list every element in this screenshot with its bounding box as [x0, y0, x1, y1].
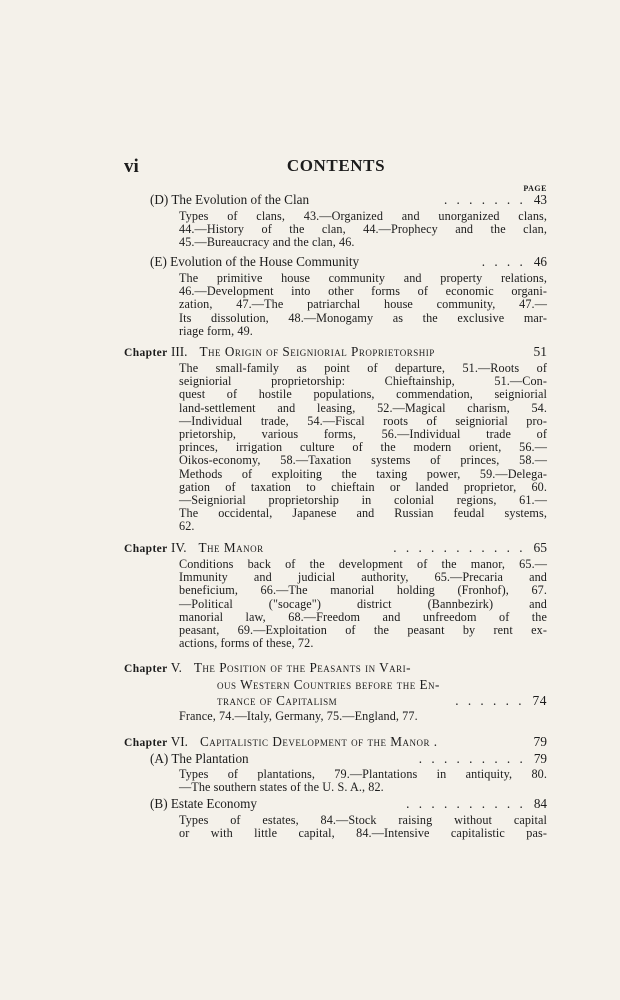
chapter-title-continued: ous Western Countries before the En- [217, 677, 440, 692]
section-title: (E) Evolution of the House Community [150, 254, 360, 269]
summary-line: or with little capital, 84.—Intensive capitalistic pas- [179, 826, 547, 841]
summary-line: —Individual trade, 54.—Fiscal roots of seigniorial pro- [179, 413, 547, 428]
section-title: (D) The Evolution of the Clan [150, 192, 310, 207]
summary-line: actions, forms of these, 72. [179, 636, 314, 651]
toc-chapter-6[interactable] [124, 734, 547, 751]
summary-line: manorial law, 68.—Freedom and unfreedom of the [179, 609, 547, 624]
leader-dots: . . . . [481, 254, 526, 269]
summary-line: prietorship, various forms, 56.—Individual trade of [179, 426, 547, 441]
page-column-label: PAGE [523, 184, 547, 193]
summary-line: France, 74.—Italy, Germany, 75.—England, 77. [179, 709, 418, 723]
page-folio: vi [124, 156, 139, 177]
page-number: 79 [533, 751, 547, 766]
chapter-title: The Origin of Seigniorial Proprietorship [199, 344, 435, 359]
toc-section-d[interactable] [150, 192, 547, 208]
toc-summary-ch3 [179, 362, 547, 533]
toc-section-a[interactable] [150, 751, 547, 767]
summary-line: seigniorial proprietorship: Chieftainship, 51.—Con- [179, 374, 547, 389]
section-title: (A) The Plantation [150, 751, 249, 766]
section-title: (B) Estate Economy [150, 796, 257, 811]
leader-dots: . . . . . . . . . . [406, 796, 526, 811]
summary-line: beneficium, 66.—The manorial holding (Fronhof), 67. [179, 583, 547, 598]
summary-line: 44.—History of the clan, 44.—Prophecy and the clan, [179, 222, 547, 237]
summary-line: Conditions back of the development of the manor, 65.— [179, 557, 547, 571]
toc-summary-e [179, 272, 547, 338]
summary-line: Types of estates, 84.—Stock raising without capital [179, 813, 547, 827]
toc-summary-d [179, 210, 547, 250]
page-number: 51 [533, 344, 547, 359]
summary-line: The occidental, Japanese and Russian feudal systems, [179, 506, 547, 521]
toc-chapter-5[interactable] [124, 660, 547, 709]
toc-summary-ch5 [179, 710, 547, 723]
chapter-title: Capitalistic Development of the Manor . [199, 734, 438, 749]
toc-summary-ch4 [179, 558, 547, 650]
leader-dots: . . . . . . . . . [418, 751, 526, 766]
summary-line: quest of hostile populations, commendation, seigniorial [179, 387, 547, 402]
leader-dots: . . . . . . [455, 693, 525, 708]
summary-line: zation, 47.—The patriarchal house community, 47.— [179, 297, 547, 312]
chapter-title-continued: trance of Capitalism . . . . . . 74 [217, 693, 547, 708]
toc-chapter-4[interactable] [124, 540, 547, 557]
summary-line: peasant, 69.—Exploitation of the peasant by rent ex- [179, 622, 547, 637]
summary-line: gation of taxation to chieftain or landed proprietor, 60. [179, 479, 547, 494]
leader-dots: . . . . . . . [443, 192, 526, 207]
page-number: 65 [533, 540, 547, 555]
summary-line: —Political ("socage") district (Bannbezirk) and [179, 596, 547, 611]
summary-line: princes, irrigation culture of the modern orient, 56.— [179, 440, 547, 455]
summary-line: The small-family as point of departure, 51.—Roots of [179, 361, 547, 375]
summary-line: Oikos-economy, 58.—Taxation systems of princes, 58.— [179, 453, 547, 468]
page-number: 74 [532, 693, 547, 708]
summary-line: —Seigniorial proprietorship in colonial regions, 61.— [179, 492, 547, 507]
page-number: 46 [533, 254, 547, 269]
toc-summary-b [179, 814, 547, 840]
page-number: 43 [533, 192, 547, 207]
toc-summary-a [179, 768, 547, 794]
summary-line: Methods of exploiting the taxing power, 59.—Delega- [179, 466, 547, 481]
contents-heading: CONTENTS [286, 156, 386, 175]
summary-line: Types of clans, 43.—Organized and unorganized clans, [179, 209, 547, 223]
chapter-number: Chapter VI. [124, 734, 188, 749]
summary-line: Types of plantations, 79.—Plantations in antiquity, 80. [179, 767, 547, 781]
chapter-title: The Position of the Peasants in Vari- [193, 660, 412, 675]
chapter-title: The Manor [198, 540, 264, 555]
running-header [124, 156, 548, 178]
toc-section-b[interactable] [150, 796, 547, 812]
chapter-number: Chapter V. [124, 660, 182, 675]
page-number: 79 [533, 734, 547, 749]
leader-dots: . . . . . . . . . . . [393, 540, 526, 555]
chapter-number: Chapter IV. [124, 540, 187, 555]
summary-line: —The southern states of the U. S. A., 82. [179, 780, 384, 795]
chapter-number: Chapter III. [124, 344, 188, 359]
summary-line: Immunity and judicial authority, 65.—Precaria and [179, 570, 547, 585]
summary-line: 45.—Bureaucracy and the clan, 46. [179, 235, 355, 250]
summary-line: Its dissolution, 48.—Monogamy as the exclusive mar- [179, 310, 547, 325]
summary-line: land-settlement and leasing, 52.—Magical charism, 54. [179, 400, 547, 415]
toc-chapter-3[interactable] [124, 344, 547, 361]
summary-line: The primitive house community and property relations, [179, 271, 547, 285]
summary-line: riage form, 49. [179, 323, 253, 338]
summary-line: 46.—Development into other forms of economic organi- [179, 284, 547, 299]
summary-line: 62. [179, 519, 195, 534]
page-number: 84 [533, 796, 547, 811]
toc-section-e[interactable] [150, 254, 547, 270]
